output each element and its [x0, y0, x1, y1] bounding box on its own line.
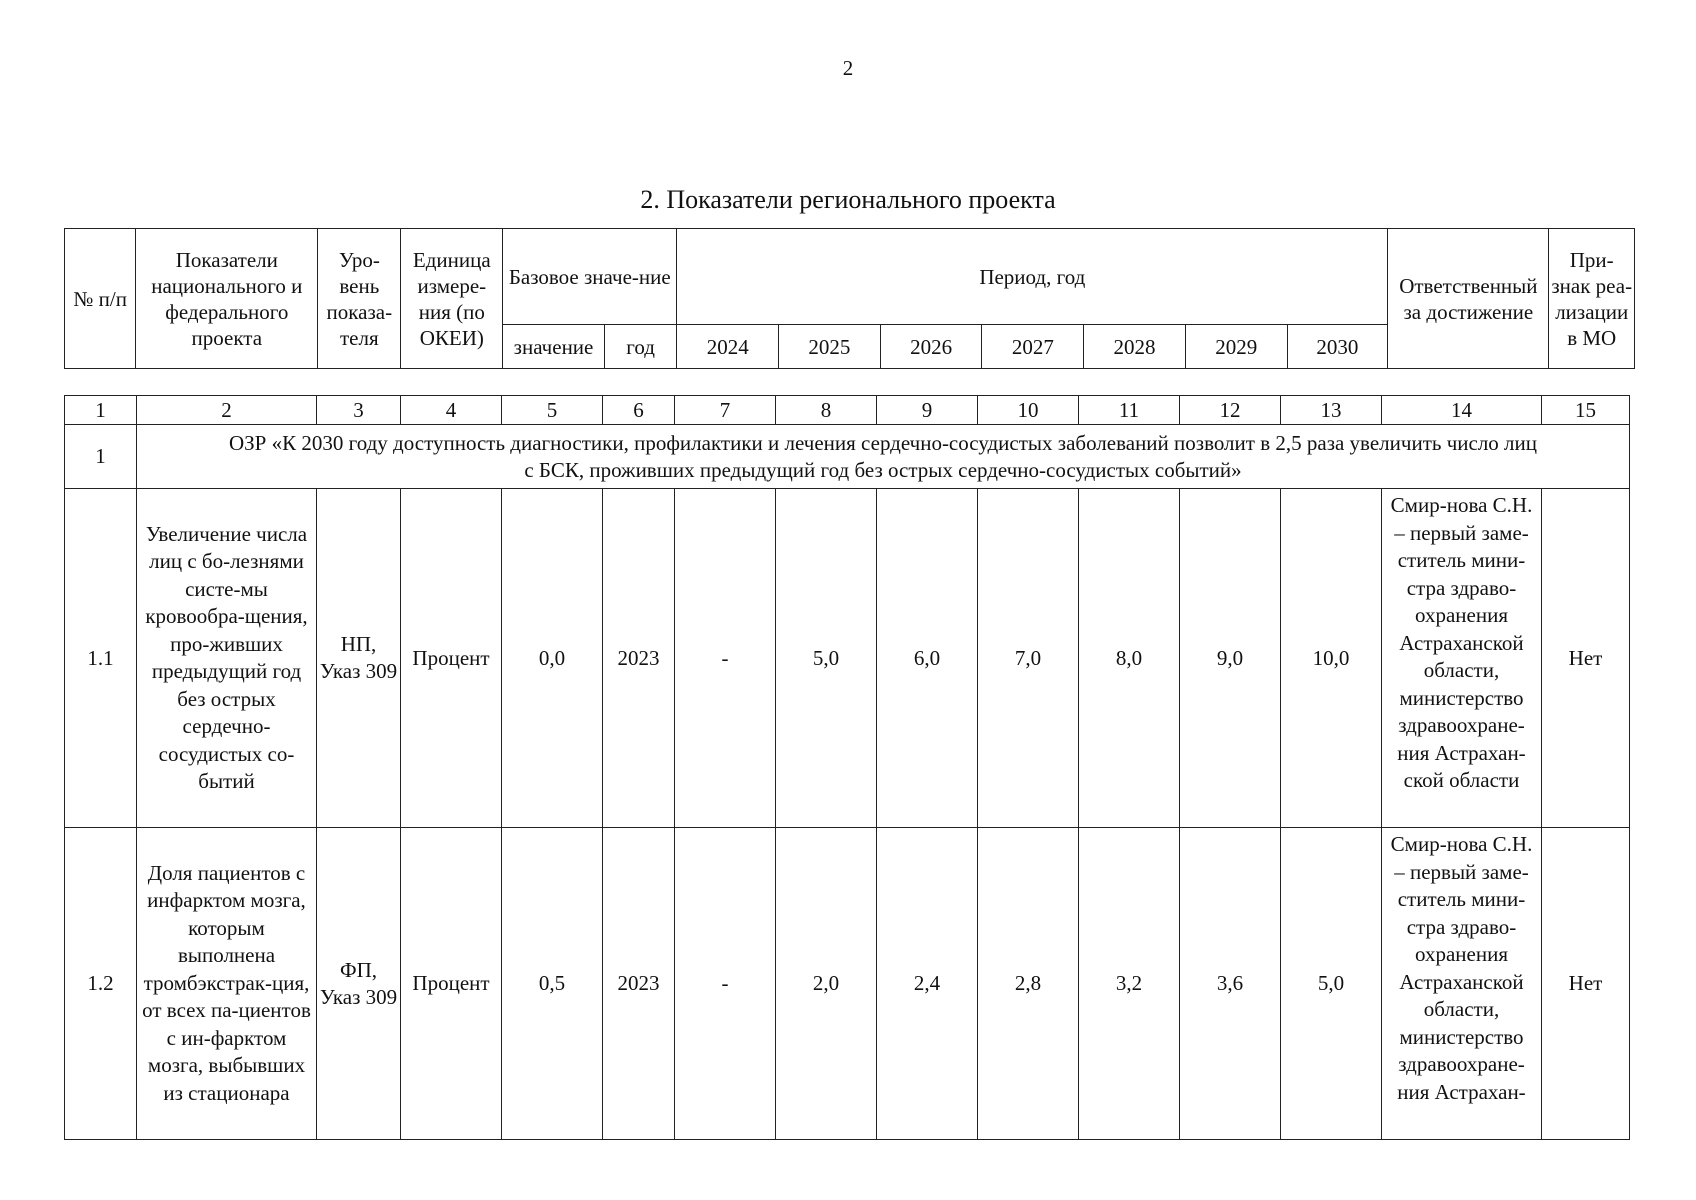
header-year: 2025 — [779, 325, 881, 369]
header-year: 2028 — [1084, 325, 1186, 369]
row-responsible: Смир-нова С.Н. – первый заме-ститель мини-стра здраво-охранения Астраханской области, министерство здравоохране-ния Астрахан-ской области — [1382, 489, 1542, 828]
row-value-2024: - — [675, 828, 776, 1140]
row-value-2027: 7,0 — [978, 489, 1079, 828]
header-base-year-sub: год — [604, 325, 676, 369]
column-number: 4 — [401, 396, 502, 425]
row-base-value: 0,5 — [502, 828, 603, 1140]
column-number: 9 — [877, 396, 978, 425]
column-number-row — [65, 396, 1630, 425]
row-value-2029: 3,6 — [1180, 828, 1281, 1140]
indicators-body-table — [64, 395, 1630, 1140]
goal-row — [65, 425, 1630, 489]
row-indicator: Увеличение числа лиц с бо-лезнями систе-мы кровообра-щения, про-живших предыдущий год без острых сердечно-сосудистых со-бытий — [137, 489, 317, 828]
column-number: 6 — [603, 396, 675, 425]
header-level: Уро-вень показа-теля — [318, 229, 401, 369]
column-number: 14 — [1382, 396, 1542, 425]
header-base-value: Базовое значе-ние — [503, 229, 677, 325]
header-indicators: Показатели национального и федерального проекта — [136, 229, 318, 369]
column-number: 7 — [675, 396, 776, 425]
row-indicator: Доля пациентов с инфарктом мозга, которым выполнена тромбэкстрак-ция, от всех па-циентов с ин-фарктом мозга, выбывших из стационара — [137, 828, 317, 1140]
column-number: 3 — [317, 396, 401, 425]
row-level: ФП, Указ 309 — [317, 828, 401, 1140]
row-value-2028: 8,0 — [1079, 489, 1180, 828]
header-year: 2024 — [677, 325, 779, 369]
column-number: 11 — [1079, 396, 1180, 425]
row-value-2025: 2,0 — [776, 828, 877, 1140]
row-value-2028: 3,2 — [1079, 828, 1180, 1140]
header-unit: Единица измере-ния (по ОКЕИ) — [401, 229, 503, 369]
row-num: 1.2 — [65, 828, 137, 1140]
column-number: 2 — [137, 396, 317, 425]
column-number: 15 — [1542, 396, 1630, 425]
column-number: 13 — [1281, 396, 1382, 425]
goal-text — [137, 425, 1630, 489]
page-number: 2 — [842, 56, 854, 80]
row-responsible: Смир-нова С.Н. – первый заме-ститель мини-стра здраво-охранения Астраханской области, министерство здравоохране-ния Астрахан- — [1382, 828, 1542, 1140]
row-num: 1.1 — [65, 489, 137, 828]
row-base-value: 0,0 — [502, 489, 603, 828]
row-value-2024: - — [675, 489, 776, 828]
row-value-2029: 9,0 — [1180, 489, 1281, 828]
goal-num: 1 — [65, 425, 137, 489]
row-value-2030: 5,0 — [1281, 828, 1382, 1140]
header-year: 2030 — [1287, 325, 1388, 369]
table-row — [65, 489, 1630, 828]
row-sign: Нет — [1542, 828, 1630, 1140]
header-year: 2029 — [1185, 325, 1287, 369]
row-base-year: 2023 — [603, 489, 675, 828]
header-year: 2026 — [880, 325, 982, 369]
header-base-value-sub: значение — [503, 325, 605, 369]
header-year: 2027 — [982, 325, 1084, 369]
header-num: № п/п — [65, 229, 136, 369]
row-value-2025: 5,0 — [776, 489, 877, 828]
row-value-2030: 10,0 — [1281, 489, 1382, 828]
row-level: НП, Указ 309 — [317, 489, 401, 828]
header-sign: При-знак реа-лизации в МО — [1549, 229, 1635, 369]
header-period: Период, год — [677, 229, 1388, 325]
row-unit: Процент — [401, 828, 502, 1140]
row-value-2026: 2,4 — [877, 828, 978, 1140]
section-title: 2. Показатели регионального проекта — [640, 185, 1056, 214]
column-number: 8 — [776, 396, 877, 425]
goal-text-line: с БСК, проживших предыдущий год без острых сердечно-сосудистых событий» — [524, 457, 1242, 482]
column-number: 5 — [502, 396, 603, 425]
column-number: 12 — [1180, 396, 1281, 425]
header-responsible: Ответственный за достижение — [1388, 229, 1549, 369]
column-number: 10 — [978, 396, 1079, 425]
column-number: 1 — [65, 396, 137, 425]
table-row — [65, 828, 1630, 1140]
row-unit: Процент — [401, 489, 502, 828]
row-sign: Нет — [1542, 489, 1630, 828]
row-base-year: 2023 — [603, 828, 675, 1140]
row-value-2026: 6,0 — [877, 489, 978, 828]
goal-text-line: ОЗР «К 2030 году доступность диагностики, профилактики и лечения сердечно-сосудистых заболеваний позволит в 2,5 раза увеличить число лиц — [229, 430, 1537, 455]
indicators-header-table — [64, 228, 1635, 369]
row-value-2027: 2,8 — [978, 828, 1079, 1140]
